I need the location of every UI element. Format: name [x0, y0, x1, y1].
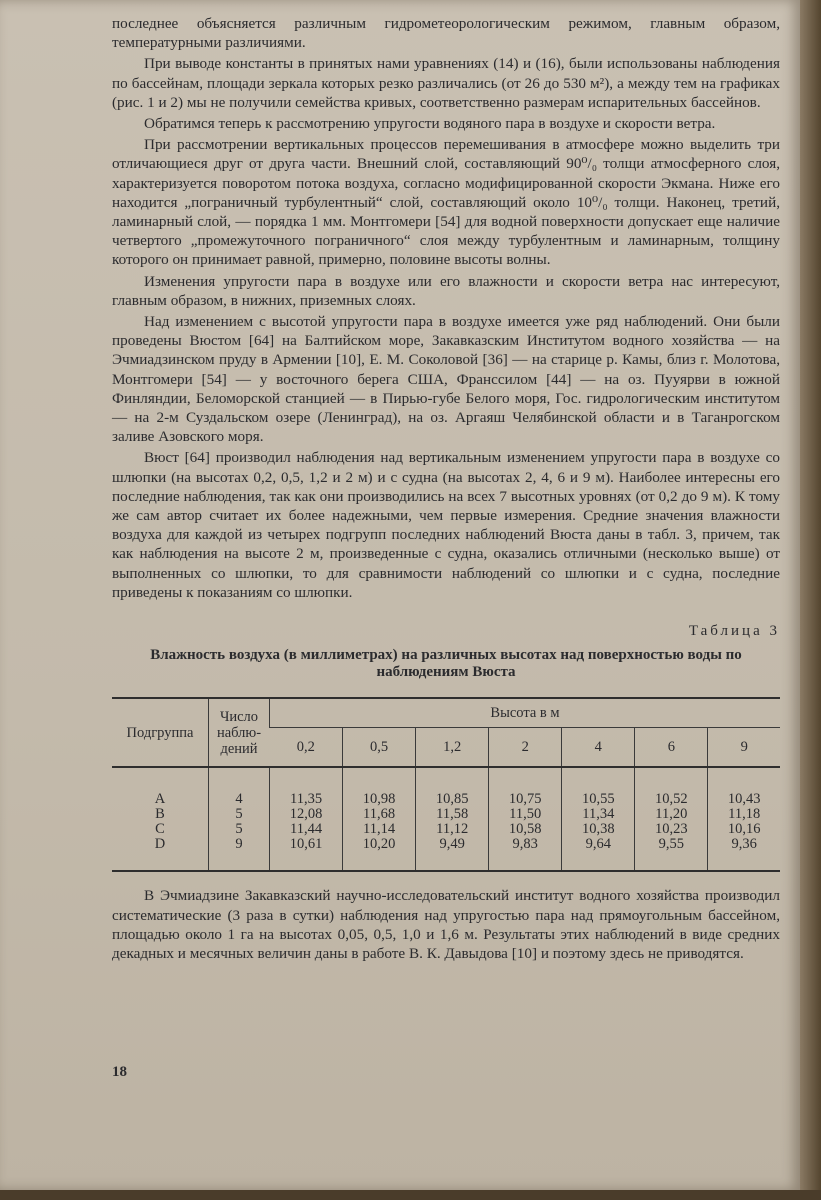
value-cell: 10,85 — [416, 767, 489, 807]
value-cell: 10,58 — [489, 822, 562, 837]
height-header: 1,2 — [416, 728, 489, 768]
value-cell: 9,49 — [416, 837, 489, 871]
paragraph: последнее объясняется различным гидрометеорологическим режимом, главным образом, температурными различиями. — [112, 15, 780, 52]
value-cell: 11,35 — [270, 767, 343, 807]
height-header: 9 — [708, 728, 780, 768]
value-cell: 10,98 — [343, 767, 416, 807]
col-count-header: Число наблю-дений — [209, 698, 270, 767]
table-label: Таблица 3 — [688, 623, 780, 640]
page-content — [112, 14, 780, 963]
value-cell: 10,75 — [489, 767, 562, 807]
group-cell: C — [155, 821, 165, 838]
paragraph: При рассмотрении вертикальных процессов перемешивания в атмосфере можно выделить три отличающиеся друг от друга части. Внешний слой, составляющий 90⁰/₀ толщи атмосферного слоя, характеризуется поворотом потока воздуха, согласно модифицированной скорости Экмана. Ниже его находится „пограничный турбулентный“ слой, составляющий около 10⁰/₀ толщи. Наконец, третий, ламинарный слой, — порядка 1 мм. Монтгомери [54] для водной поверхности допускает еще наличие четвертого „промежуточного пограничного“ слоя между турбулентным и ламинарным, толщину которого он принимает равной, примерно, половине высоты волны. — [112, 136, 780, 269]
value-cell: 11,44 — [270, 822, 343, 837]
group-cell: D — [154, 836, 166, 853]
value-cell: 10,61 — [270, 837, 343, 871]
value-cell: 10,52 — [635, 767, 708, 807]
group-cell: B — [155, 806, 165, 823]
paragraph: При выводе константы в принятых нами уравнениях (14) и (16), были использованы наблюдения по бассейнам, площади зеркала которых резко различались (от 26 до 530 м²), а между тем на графиках (рис. 1 и 2) мы не получили семейства кривых, соответственно размерам испарительных бассейнов. — [112, 55, 780, 111]
value-cell: 9,83 — [489, 837, 562, 871]
value-cell: 11,50 — [489, 807, 562, 822]
value-cell: 11,58 — [416, 807, 489, 822]
value-cell: 11,68 — [343, 807, 416, 822]
value-cell: 9,36 — [708, 837, 780, 871]
value-cell: 10,55 — [562, 767, 635, 807]
height-header: 4 — [562, 728, 635, 768]
table-title: Влажность воздуха (в миллиметрах) на различных высотах над поверхностью воды по наблюдениям Вюста — [150, 647, 742, 681]
value-cell: 10,38 — [562, 822, 635, 837]
value-cell: 10,16 — [708, 822, 780, 837]
height-header: 0,2 — [270, 728, 343, 768]
table-row — [112, 822, 780, 837]
paragraph: В Эчмиадзине Закавказский научно-исследовательский институт водного хозяйства производил систематические (3 раза в сутки) наблюдения над упругостью пара над прямоугольным бассейном, площадью около 1 га на высотах 0,05, 0,5, 1,0 и 1,6 м. Результаты этих наблюдений в виде средних декадных и месячных величин даны в работе В. К. Давыдова [10] и поэтому здесь не приводятся. — [112, 887, 780, 962]
value-cell: 9,55 — [635, 837, 708, 871]
book-binding-edge — [800, 0, 821, 1200]
value-cell: 9,64 — [562, 837, 635, 871]
table-row — [112, 767, 780, 807]
value-cell: 11,18 — [708, 807, 780, 822]
value-cell: 11,12 — [416, 822, 489, 837]
table-row — [112, 837, 780, 871]
paragraph: Вюст [64] производил наблюдения над вертикальным изменением упругости пара в воздухе со шлюпки (на высотах 0,2, 0,5, 1,2 и 2 м) и с судна (на высотах 2, 4, 6 и 9 м). Наиболее интересны его последние наблюдения, так как они производились на всех 7 высотных уровнях (от 0,2 до 9 м). К тому же сам автор считает их более надежными, чем первые измерения. Средние значения влажности воздуха для каждой из четырех подгрупп последних наблюдений Вюста даны в табл. 3, причем, так как наблюдения на высоте 2 м, произведенные с судна, оказались отличными (несколько выше) от выполненных со шлюпки, то для сравнимости наблюдений со шлюпки и с судна, последние приведены к показаниям со шлюпки. — [112, 449, 780, 601]
paragraph: Обратимся теперь к рассмотрению упругости водяного пара в воздухе и скорости ветра. — [144, 115, 716, 133]
humidity-table — [112, 697, 780, 872]
value-cell: 10,20 — [343, 837, 416, 871]
value-cell: 11,20 — [635, 807, 708, 822]
height-header: 2 — [489, 728, 562, 768]
count-cell: 5 — [209, 807, 270, 822]
page-number: 18 — [112, 1064, 127, 1080]
group-cell: A — [154, 791, 166, 808]
paragraph: Над изменением с высотой упругости пара в воздухе имеется уже ряд наблюдений. Они были проведены Вюстом [64] на Балтийском море, Закавказским Институтом водного хозяйства — на Эчмиадзинском пруду в Армении [10], Е. М. Соколовой [36] — на старице р. Камы, близ г. Молотова, Монтгомери [54] — у восточного берега США, Франссилом [44] — на оз. Пууярви в южной Финляндии, Беломорской станцией — в Пирью-губе Белого моря, Гос. гидрологическим институтом — на 2-м Суздальском озере (Ленинград), на оз. Аргаяш Челябинской области и в Таганрогском заливе Азовского моря. — [112, 313, 780, 446]
col-subgroup-header: Подгруппа — [126, 724, 194, 741]
book-bottom-edge — [0, 1190, 821, 1200]
paragraph: Изменения упругости пара в воздухе или его влажности и скорости ветра нас интересуют, главным образом, в нижних, приземных слоях. — [112, 272, 780, 309]
count-cell: 5 — [209, 822, 270, 837]
value-cell: 11,34 — [562, 807, 635, 822]
count-cell: 4 — [209, 767, 270, 807]
value-cell: 10,43 — [708, 767, 780, 807]
height-header: 6 — [635, 728, 708, 768]
value-cell: 10,23 — [635, 822, 708, 837]
count-cell: 9 — [209, 837, 270, 871]
col-height-header: Высота в м — [270, 698, 781, 728]
value-cell: 11,14 — [343, 822, 416, 837]
value-cell: 12,08 — [270, 807, 343, 822]
table-row — [112, 807, 780, 822]
height-header: 0,5 — [343, 728, 416, 768]
